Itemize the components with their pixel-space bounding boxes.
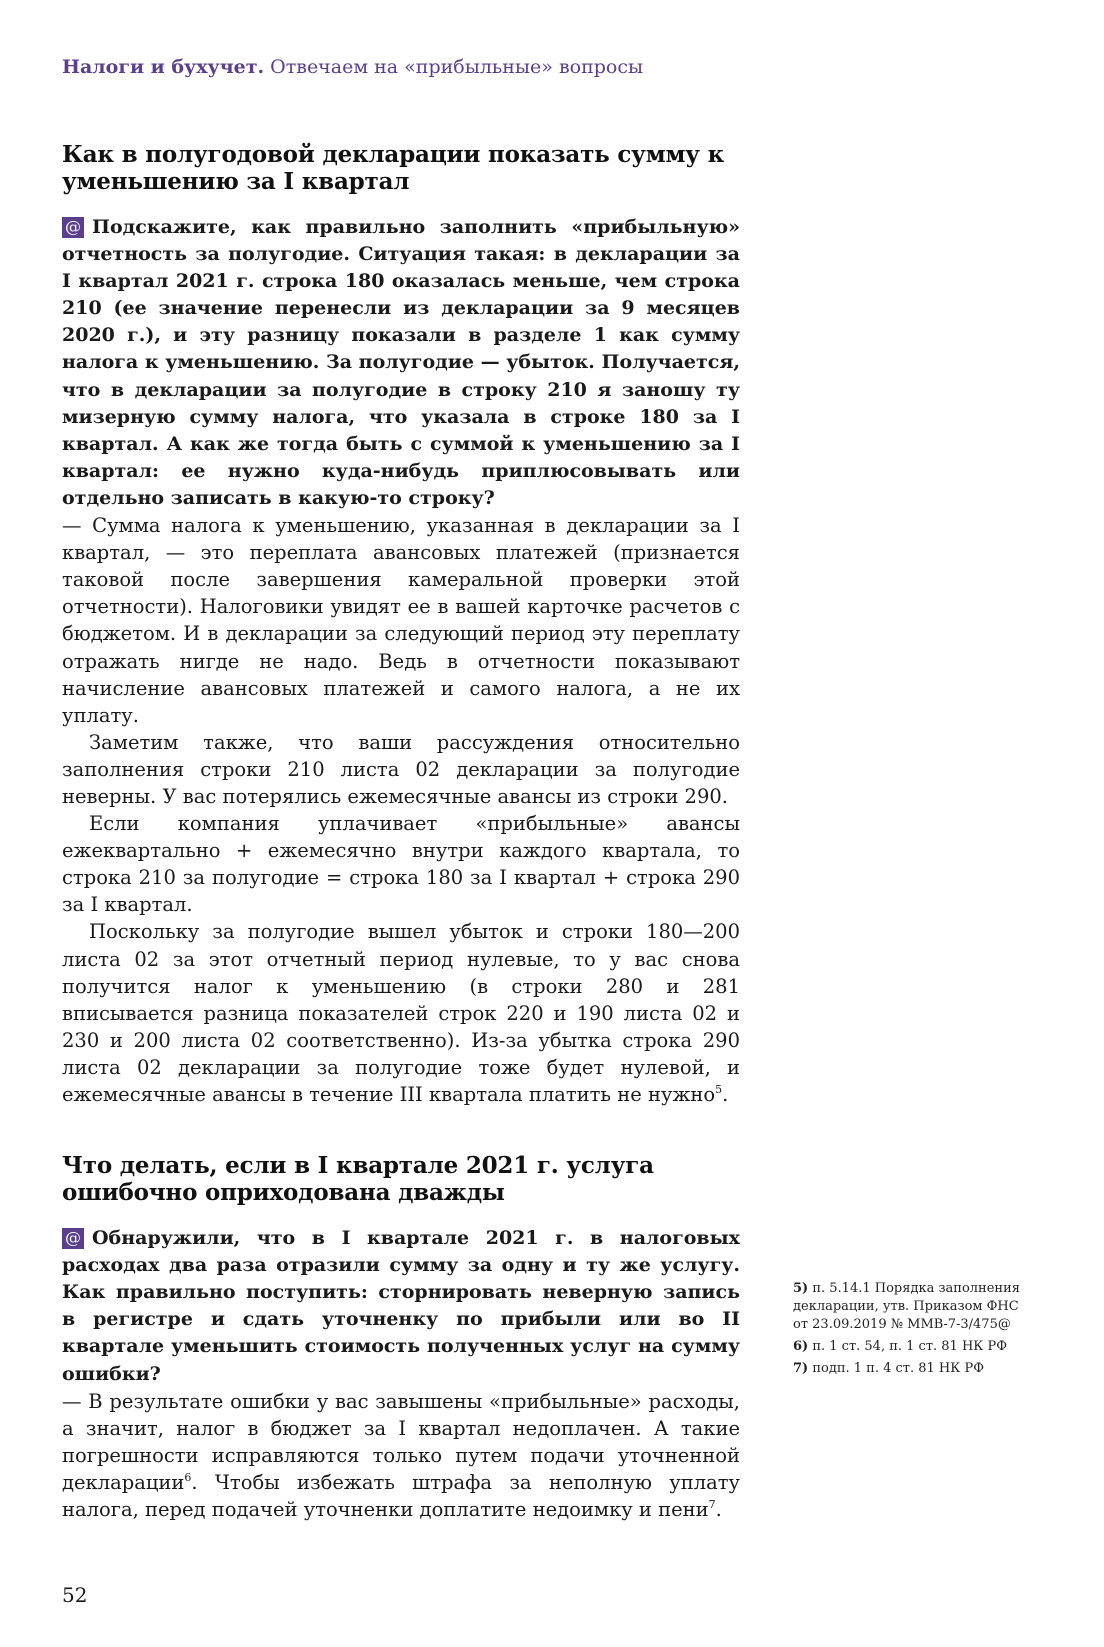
period: . — [722, 1083, 729, 1106]
running-head-section: Налоги и бухучет. — [62, 56, 265, 78]
article-1 — [62, 141, 740, 1108]
paragraph: Заметим также, что ваши рассуждения относительно заполнения строки 210 листа 02 декларации за полугодие неверны. У вас потерялись ежемесячные авансы из строки 290. — [62, 730, 740, 808]
footnotes — [793, 1280, 1033, 1382]
paragraph: Если компания уплачивает «прибыльные» авансы ежеквартально + ежемесячно внутри каждого квартала, то строка 210 за полугодие = строка 180 за I квартал + строка 290 за I квартал. — [62, 812, 740, 917]
email-at-icon: @ — [62, 217, 84, 238]
question-text: Подскажите, как правильно заполнить «прибыльную» отчетность за полугодие. Ситуация такая: в декларации за I квартал 2021 г. строка 180 оказалась меньше, чем строка 210 (ее значение перенесли из декларации за 9 месяцев 2020 г.), и эту разницу показали в разделе 1 как сумму налога к уменьшению. За полугодие — убыток. Получается, что в декларации за полугодие в строку 210 я заношу ту мизерную сумму налога, что указала в строке 180 за I квартал. А как же тогда быть с суммой к уменьшению за I квартал: ее нужно куда-нибудь приплюсовывать или отдельно записать в какую-то строку? — [62, 216, 740, 509]
running-head — [62, 54, 740, 80]
answer: — Сумма налога к уменьшению, указанная в декларации за I квартал, — это переплата авансовых платежей (признается таковой после завершения камеральной проверки этой отчетности). Налоговики увидят ее в вашей карточке расчетов с бюджетом. И в декларации за следующий период эту переплату отражать нигде не надо. Ведь в отчетности показывают начисление авансовых платежей и самого налога, а не их уплату. — [62, 514, 740, 727]
question — [62, 214, 740, 512]
footnote-ref[interactable]: 5 — [715, 1083, 723, 1096]
running-head-title: Отвечаем на «прибыльные» вопросы — [270, 56, 644, 78]
footnote — [793, 1280, 1033, 1334]
footnote-num: 6) — [793, 1339, 809, 1354]
email-at-icon: @ — [62, 1228, 84, 1249]
page-content — [62, 0, 740, 1647]
paragraph — [62, 918, 740, 1108]
footnote — [793, 1360, 1033, 1378]
question — [62, 1225, 740, 1388]
answer-text: . Чтобы избежать штрафа за неполную уплату налога, перед подачей уточненки доплатите недоимку и пени — [62, 1470, 740, 1522]
period: . — [715, 1498, 722, 1522]
footnote-num: 7) — [793, 1361, 809, 1376]
paragraph-text: Поскольку за полугодие вышел убыток и строки 180—200 листа 02 за этот отчетный период нулевые, то у вас снова получится налог к уменьшению (в строки 280 и 281 вписывается разница показателей строк 220 и 190 листа 02 и 230 и 200 листа 02 соответственно). Из-за убытка строка 290 листа 02 декларации за полугодие тоже будет нулевой, и ежемесячные авансы в течение III квартала платить не нужно — [62, 920, 740, 1106]
article-heading: Что делать, если в I квартале 2021 г. услуга ошибочно оприходована дважды — [62, 1152, 654, 1207]
question-text: Обнаружили, что в I квартале 2021 г. в налоговых расходах два раза отразили сумму за одну и ту же услугу. Как правильно поступить: сторнировать неверную запись в регистре и сдать уточненку по прибыли или во II квартале уменьшить стоимость полученных услуг на сумму ошибки? — [62, 1227, 740, 1385]
footnote-text: п. 5.14.1 Порядка заполнения декларации, утв. Приказом ФНС от 23.09.2019 № ММВ-7-3/475@ — [793, 1281, 1020, 1332]
article-2 — [62, 1152, 740, 1523]
footnote-ref[interactable]: 6 — [184, 1470, 192, 1484]
answer — [62, 1388, 740, 1523]
footnote-num: 5) — [793, 1281, 809, 1296]
footnote-ref[interactable]: 7 — [708, 1498, 716, 1512]
footnote-text: п. 1 ст. 54, п. 1 ст. 81 НК РФ — [812, 1339, 1008, 1354]
footnote — [793, 1338, 1033, 1356]
footnote-text: подп. 1 п. 4 ст. 81 НК РФ — [812, 1361, 984, 1376]
article-heading: Как в полугодовой декларации показать сумму к уменьшению за I квартал — [62, 141, 724, 195]
answer-text: — В результате ошибки у вас завышены «прибыльные» расходы, а значит, налог в бюджет за I квартал недоплачен. А такие погрешности исправляются только путем подачи уточненной декларации — [62, 1389, 740, 1494]
page-number: 52 — [62, 1583, 88, 1608]
